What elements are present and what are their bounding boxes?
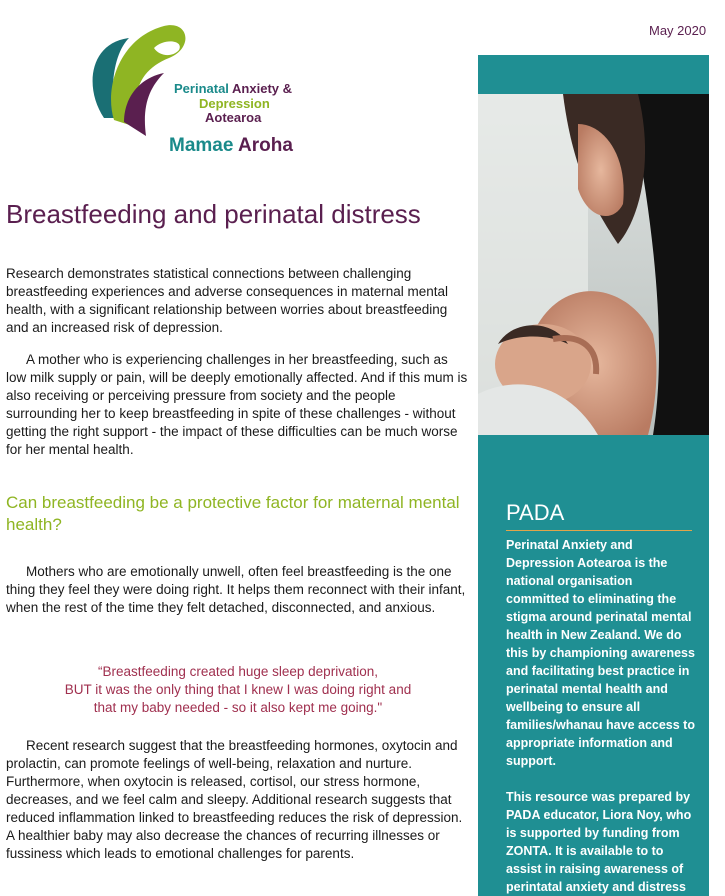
logo-line-2: Depression xyxy=(199,96,270,111)
logo-tagline: Mamae Aroha xyxy=(169,135,293,156)
quote-line-2: BUT it was the only thing that I knew I was doing right and xyxy=(64,682,412,697)
swirl-logo-icon xyxy=(84,18,194,138)
mother-baby-image-icon xyxy=(478,94,709,435)
pull-quote xyxy=(6,663,470,717)
breastfeeding-photo xyxy=(478,94,709,435)
paragraph-challenges: A mother who is experiencing challenges in her breastfeeding, such as low milk supply or pain, will be deeply emotionally affected. And if this mum is also receiving or perceiving pressure from society and the people surrounding her to keep breastfeeding in spite of these challenges - without getting the right support - the impact of these difficulties can be much worse for her mental health. xyxy=(6,352,468,457)
paragraph-research: Recent research suggest that the breastfeeding hormones, oxytocin and prolactin, can promote feelings of well-being, relaxation and nurture. Furthermore, when oxytocin is released, cortisol, our stress hormone, decreases, and we feel calm and sleepy. Additional research suggests that reduced inflammation linked to breastfeeding reduces the risk of depression. A healthier baby may also decrease the chances of recurring illnesses or fussiness which leads to emotional challenges for parents. xyxy=(6,738,463,861)
logo-line-1: Perinatal Anxiety & xyxy=(174,81,293,96)
pada-logo xyxy=(84,18,324,168)
quote-line-3: that my baby needed - so it also kept me going." xyxy=(93,700,383,715)
sidebar-about-text: Perinatal Anxiety and Depression Aotearoa is the national organisation committed to eliminating the stigma around perinatal mental health in New Zealand. We do this by championing awareness and facilitating best practice in perinatal mental health and wellbeing to ensure all families/whanau have access to appropriate information and support. xyxy=(506,538,695,768)
logo-line-3: Aotearoa xyxy=(205,110,262,125)
article-title: Breastfeeding and perinatal distress xyxy=(6,199,421,229)
paragraph-mothers: Mothers who are emotionally unwell, often feel breastfeeding is the one thing they feel they were doing right. It helps them reconnect with their infant, when the rest of the time they felt detached, disconnected, and anxious. xyxy=(6,564,466,615)
sidebar-credit-text: This resource was prepared by PADA educator, Liora Noy, who is supported by funding from ZONTA. It is available to to assist in raising awareness of perintatal anxiety and distress xyxy=(506,790,692,894)
section-subheading: Can breastfeeding be a protective factor for maternal mental health? xyxy=(6,493,460,534)
issue-date: May 2020 xyxy=(649,23,707,38)
sidebar-heading: PADA xyxy=(506,500,692,531)
sidebar xyxy=(478,55,709,896)
paragraph-intro: Research demonstrates statistical connections between challenging breastfeeding experiences and adverse consequences in maternal mental health, with a significant relationship between worries about breastfeeding and an increased risk of depression. xyxy=(6,266,449,335)
quote-line-1: “Breastfeeding created huge sleep deprivation, xyxy=(98,664,378,679)
